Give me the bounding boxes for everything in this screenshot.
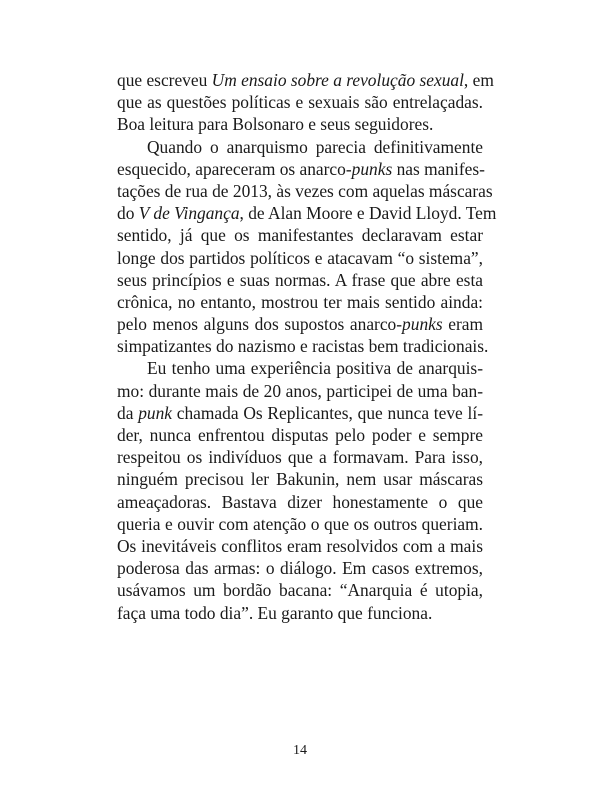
text-line — [117, 557, 483, 579]
text-span: der, nunca enfrentou disputas pelo poder e sempre — [117, 425, 483, 445]
text-line — [117, 602, 483, 624]
text-line — [117, 224, 483, 246]
text-line — [117, 380, 483, 402]
text-span: que escreveu — [117, 70, 212, 90]
text-line — [117, 468, 483, 490]
text-line — [117, 91, 483, 113]
italic-text: punks — [402, 314, 443, 335]
text-line — [117, 202, 497, 224]
text-line — [117, 402, 483, 424]
italic-text: punk — [138, 402, 172, 423]
text-span: mo: durante mais de 20 anos, participei de uma ban- — [117, 380, 483, 401]
text-line — [117, 491, 483, 513]
text-span: nas manifes- — [392, 158, 485, 179]
text-line — [117, 579, 483, 601]
text-span: usávamos um bordão bacana: “Anarquia é utopia, — [117, 580, 483, 601]
text-span: eram — [442, 314, 483, 335]
text-span: , de Alan Moore e David Lloyd. Tem — [239, 203, 497, 224]
paragraph — [117, 69, 494, 136]
text-span: sentido, já que os manifestantes declaravam estar — [117, 225, 483, 246]
text-span: ninguém precisou ler Bakunin, nem usar máscaras — [117, 469, 483, 490]
text-span: Quando o anarquismo parecia definitivamente — [147, 136, 483, 157]
text-span: do — [117, 203, 139, 224]
text-span: respeitou os indivíduos que a formavam. Para isso, — [117, 447, 483, 468]
text-line — [117, 291, 483, 313]
paragraph — [117, 136, 497, 358]
text-span: poderosa das armas: o diálogo. Em casos extremos, — [117, 558, 483, 579]
text-line — [117, 424, 483, 446]
text-line — [117, 269, 483, 291]
text-line — [117, 535, 483, 557]
italic-text: Um ensaio sobre a revolução sexual — [211, 70, 464, 90]
page-body — [117, 69, 497, 624]
page-number: 14 — [293, 743, 307, 758]
italic-text: V de Vingança — [138, 203, 240, 224]
text-span: Os inevitáveis conflitos eram resolvidos com a mais — [117, 535, 483, 556]
text-line — [117, 247, 483, 269]
text-span: queria e ouvir com atenção o que os outros queriam. — [117, 513, 483, 534]
text-line — [117, 335, 489, 357]
text-span: tações de rua de 2013, às vezes com aquelas máscaras — [117, 180, 493, 201]
text-span: faça uma todo dia”. Eu garanto que funciona. — [117, 602, 433, 623]
text-line — [117, 313, 483, 335]
text-line — [117, 513, 483, 535]
text-span: Eu tenho uma experiência positiva de anarquis- — [147, 358, 483, 379]
paragraph — [117, 357, 483, 623]
text-line — [117, 113, 483, 135]
text-span: pelo menos alguns dos supostos anarco- — [117, 314, 403, 335]
text-line — [117, 180, 493, 202]
text-line — [117, 357, 483, 379]
text-span: simpatizantes do nazismo e racistas bem tradicionais. — [117, 336, 489, 357]
text-span: crônica, no entanto, mostrou ter mais sentido ainda: — [117, 291, 483, 312]
text-line — [117, 446, 483, 468]
text-span: seus princípios e suas normas. A frase que abre esta — [117, 269, 483, 290]
text-span: que as questões políticas e sexuais são entrelaçadas. — [117, 92, 483, 113]
text-span: longe dos partidos políticos e atacavam “o sistema”, — [117, 247, 483, 268]
text-span: esquecido, apareceram os anarco- — [117, 158, 352, 179]
text-span: , em — [463, 70, 494, 90]
text-span: Boa leitura para Bolsonaro e seus seguidores. — [117, 114, 434, 135]
text-span: chamada Os Replicantes, que nunca teve lí- — [172, 402, 483, 423]
text-line — [117, 69, 494, 91]
text-span: ameaçadoras. Bastava dizer honestamente o que — [117, 491, 483, 512]
text-span: da — [117, 402, 139, 423]
text-line — [117, 136, 483, 158]
text-line — [117, 158, 483, 180]
italic-text: punks — [351, 158, 393, 179]
